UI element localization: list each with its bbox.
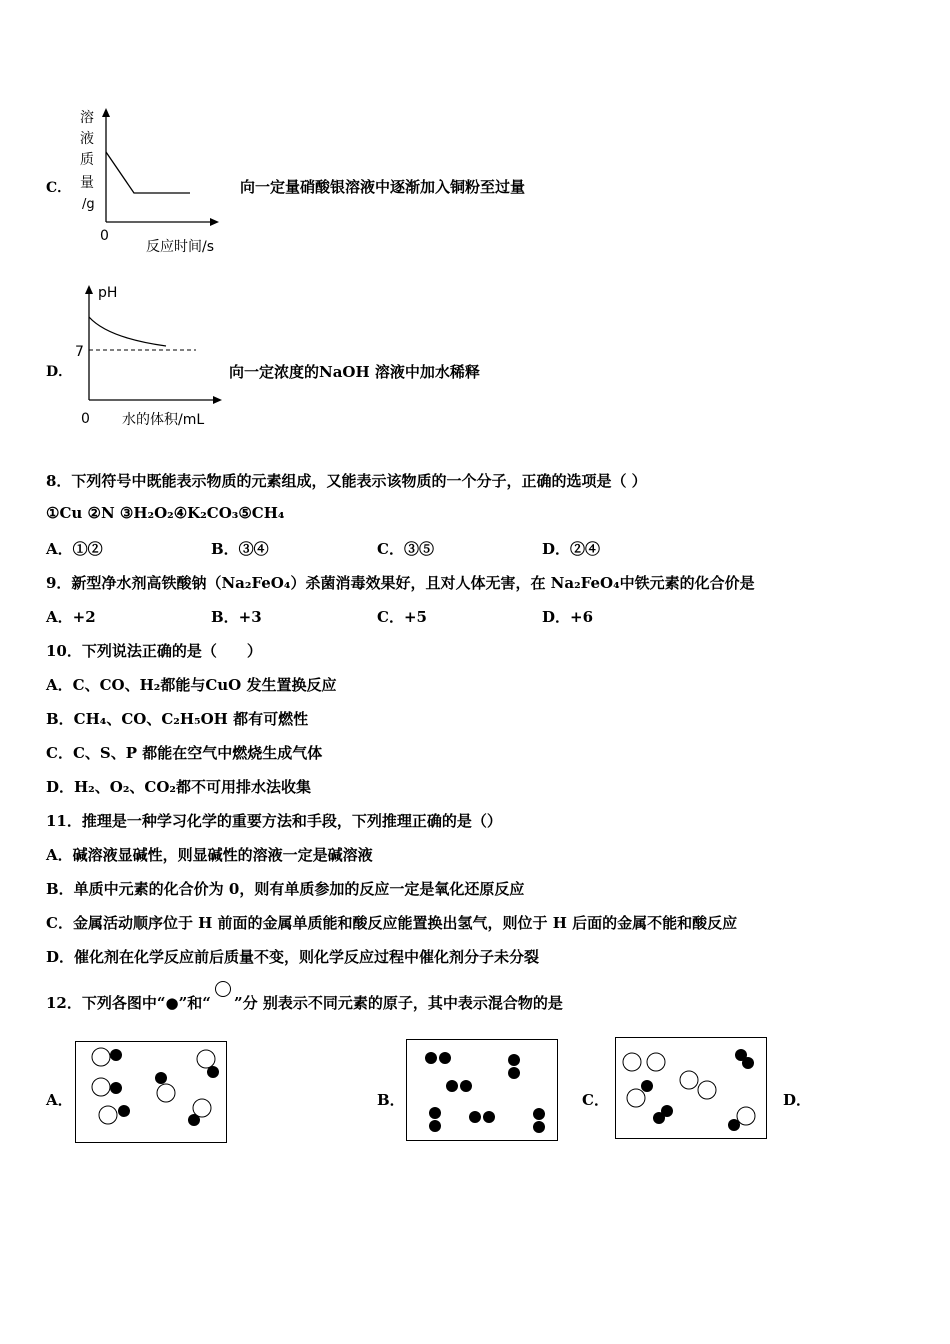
graph-d-x-arrow [213,396,222,404]
q8-option-b[interactable]: B．③④ [211,540,269,558]
graph-c-option-label: C． [46,180,72,196]
graph-c-ylabel-1: 液 [80,131,94,147]
graph-d-curve [89,317,166,346]
q11-option-d[interactable]: D．催化剂在化学反应前后质量不变，则化学反应过程中催化剂分子未分裂 [46,948,540,966]
q9-option-d[interactable]: D．+6 [542,608,594,626]
q12-box-a [75,1041,227,1143]
q11-option-a[interactable]: A．碱溶液显碱性，则显碱性的溶液一定是碱溶液 [46,846,373,864]
graph-d-y-arrow [85,285,93,294]
q10-option-b[interactable]: B．CH₄、CO、C₂H₅OH 都有可燃性 [46,710,309,728]
q9-option-b[interactable]: B．+3 [211,608,262,626]
q12-option-c[interactable]: C． [582,1091,609,1109]
q9-option-c[interactable]: C．+5 [377,608,427,626]
q12-box-c-particles [616,1038,766,1138]
q11-stem: 11．推理是一种学习化学的重要方法和手段，下列推理正确的是（） [46,812,502,830]
q11-option-b[interactable]: B．单质中元素的化合价为 0，则有单质参加的反应一定是氧化还原反应 [46,880,525,898]
q11-option-c[interactable]: C．金属活动顺序位于 H 前面的金属单质能和酸反应能置换出氢气，则位于 H 后面的金属不能和酸反应 [46,914,738,932]
q12-option-a[interactable]: A． [46,1091,73,1109]
q10-stem: 10．下列说法正确的是（ ） [46,642,262,660]
q8-option-c[interactable]: C．③⑤ [377,540,434,558]
q10-option-a[interactable]: A．C、CO、H₂都能与CuO 发生置换反应 [46,676,337,694]
q12-stem-part2: ”分 别表示不同元素的原子，其中表示混合物的是 [234,994,563,1012]
q9-stem: 9．新型净水剂高铁酸钠（Na₂FeO₄）杀菌消毒效果好，且对人体无害，在 Na₂FeO₄中铁元素的化合价是 [46,574,755,592]
q8-option-d[interactable]: D．②④ [542,540,601,558]
q12-box-b-particles [407,1040,557,1140]
graph-d-caption: 向一定浓度的NaOH 溶液中加水稀释 [229,363,480,381]
graph-c-xlabel: 反应时间/s [146,239,215,255]
graph-c-caption: 向一定量硝酸银溶液中逐渐加入铜粉至过量 [240,178,526,196]
graph-c-ylabel-2: 质 [80,152,94,168]
graph-d-xlabel: 水的体积/mL [122,412,205,428]
hollow-atom-icon [214,980,234,1000]
graph-c-ylabel-0: 溶 [80,110,94,126]
graph-d-y7: 7 [75,344,84,360]
graph-d-ylabel: pH [98,285,118,301]
q10-option-d[interactable]: D．H₂、O₂、CO₂都不可用排水法收集 [46,778,311,796]
q12-box-b [406,1039,558,1141]
q12-box-c [615,1037,767,1139]
q8-stem: 8．下列符号中既能表示物质的元素组成，又能表示该物质的一个分子，正确的选项是（ ） [46,472,647,490]
q10-option-c[interactable]: C．C、S、P 都能在空气中燃烧生成气体 [46,744,323,762]
graph-c-origin: 0 [100,228,109,244]
q12-stem-part1: 12．下列各图中“●”和“ [46,994,211,1012]
q12-option-b[interactable]: B． [377,1091,405,1109]
q9-option-a[interactable]: A．+2 [46,608,96,626]
graph-c-ylabel-3: 量 [80,175,94,191]
graph-d-origin: 0 [81,411,90,427]
q12-box-a-particles [76,1042,226,1142]
q8-option-a[interactable]: A．①② [46,540,103,558]
q12-option-d[interactable]: D． [783,1091,812,1109]
graph-c-ylabel-4: /g [82,197,95,212]
q8-items: ①Cu ②N ③H₂O₂④K₂CO₃⑤CH₄ [46,504,285,522]
graph-d-option-label: D． [46,364,73,380]
